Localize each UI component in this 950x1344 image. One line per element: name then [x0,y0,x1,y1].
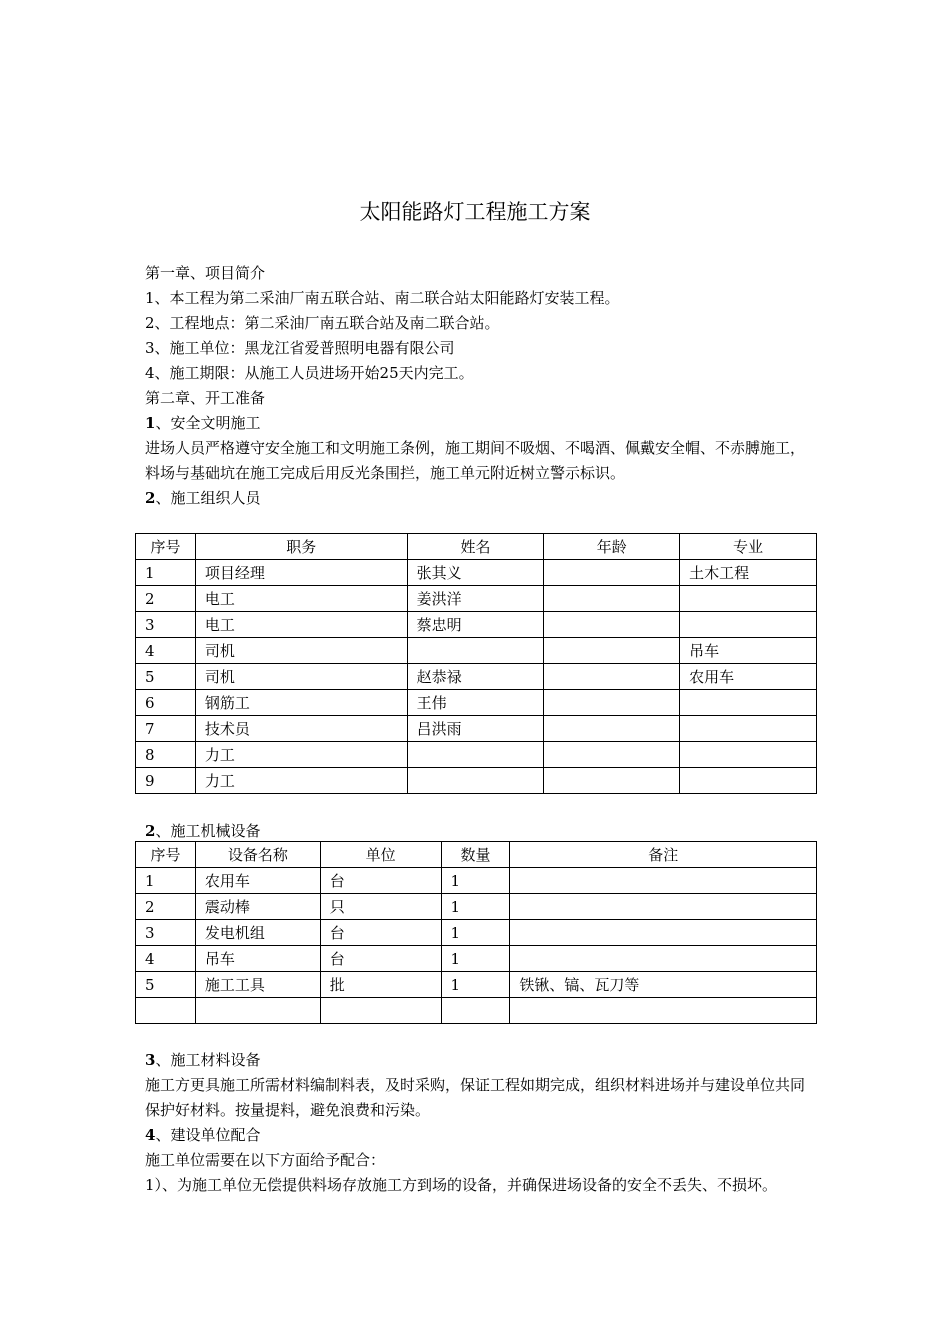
section-safety-text: 进场人员严格遵守安全施工和文明施工条例，施工期间不吸烟、不喝酒、佩戴安全帽、不赤膊施工，料场与基础坑在施工完成后用反光条围拦，施工单元附近树立警示标识。 [145,439,806,482]
table-cell: 1 [441,894,510,920]
table-row [136,716,817,742]
header-cell: 设备名称 [195,842,320,868]
table-row [136,920,817,946]
table-cell [680,690,817,716]
table-cell: 钢筋工 [195,690,407,716]
table-row [136,560,817,586]
table-row [136,586,817,612]
table-cell: 蔡忠明 [407,612,544,638]
table-row [136,768,817,794]
table-cell [407,742,544,768]
table-cell: 只 [320,894,441,920]
table-cell: 1 [441,920,510,946]
table-cell: 台 [320,946,441,972]
table-cell: 吊车 [680,638,817,664]
table-cell [510,998,817,1024]
table-cell [510,946,817,972]
section-title: 、安全文明施工 [155,414,261,432]
table-cell: 3 [136,920,196,946]
table-cell: 9 [136,768,196,794]
table-cell: 项目经理 [195,560,407,586]
table-row [136,638,817,664]
table-header-row [136,534,817,560]
equipment-table [135,841,817,1024]
header-cell: 姓名 [407,534,544,560]
table-row [136,612,817,638]
table-cell: 土木工程 [680,560,817,586]
chapter2-heading: 第二章、开工准备 [145,389,266,407]
table-cell [136,998,196,1024]
table-cell: 台 [320,868,441,894]
header-cell: 专业 [680,534,817,560]
table-cell: 震动棒 [195,894,320,920]
table-cell [510,920,817,946]
table-cell: 施工工具 [195,972,320,998]
table-cell: 吕洪雨 [407,716,544,742]
table-cell [544,612,680,638]
table-cell [544,768,680,794]
section-materials-text: 施工方更具施工所需材料编制料表，及时采购，保证工程如期完成，组织材料进场并与建设单位共同保护好材料。按量提料，避免浪费和污染。 [145,1076,806,1119]
table-cell: 司机 [195,638,407,664]
table-cell: 批 [320,972,441,998]
table-row [136,972,817,998]
chapter1-item-1: 1、本工程为第二采油厂南五联合站、南二联合站太阳能路灯安装工程。 [145,289,620,307]
header-cell: 年龄 [544,534,680,560]
table-cell: 电工 [195,586,407,612]
table-row [136,690,817,716]
table-cell [407,638,544,664]
table-cell: 电工 [195,612,407,638]
table-cell [544,690,680,716]
table-row [136,894,817,920]
table-cell: 1 [441,946,510,972]
table-cell: 5 [136,972,196,998]
cooperation-item-1: 1）、为施工单位无偿提供料场存放施工方到场的设备，并确保进场设备的安全不丢失、不损坏。 [145,1176,778,1194]
table-cell: 6 [136,690,196,716]
table-cell [195,998,320,1024]
table-cell: 7 [136,716,196,742]
section-number: 1 [145,414,156,432]
table-cell [544,638,680,664]
table-cell [544,742,680,768]
section-title: 、施工材料设备 [155,1051,261,1069]
table-cell [544,664,680,690]
section-materials-heading [145,1049,260,1070]
chapter1-item-4: 4、施工期限：从施工人员进场开始25天内完工。 [145,364,474,382]
table-cell: 2 [136,586,196,612]
table-cell: 4 [136,638,196,664]
table-row [136,946,817,972]
table-cell: 1 [441,972,510,998]
table-cell [680,586,817,612]
table-cell: 8 [136,742,196,768]
table-cell: 技术员 [195,716,407,742]
table-cell [680,742,817,768]
table-cell: 台 [320,920,441,946]
section-number: 4 [145,1126,156,1144]
table-row [136,664,817,690]
table-cell: 1 [136,560,196,586]
section-number: 2 [145,822,156,840]
table-cell [680,768,817,794]
section-equipment-heading [145,820,260,841]
table-cell [441,998,510,1024]
table-cell: 力工 [195,742,407,768]
table-cell: 4 [136,946,196,972]
chapter1-item-3: 3、施工单位：黑龙江省爱普照明电器有限公司 [145,339,455,357]
staff-table [135,533,817,794]
document-title: 太阳能路灯工程施工方案 [359,200,591,224]
section-title: 、建设单位配合 [155,1126,261,1144]
section-staff-heading [145,487,260,508]
table-header-row [136,842,817,868]
table-cell: 3 [136,612,196,638]
table-cell: 力工 [195,768,407,794]
table-cell: 姜洪洋 [407,586,544,612]
section-safety-heading [145,412,260,433]
chapter1-heading: 第一章、项目简介 [145,264,266,282]
section-title: 、施工组织人员 [155,489,261,507]
table-cell: 司机 [195,664,407,690]
table-cell: 1 [441,868,510,894]
table-cell [510,894,817,920]
table-cell [544,586,680,612]
table-cell: 张其义 [407,560,544,586]
table-cell: 吊车 [195,946,320,972]
table-cell [680,612,817,638]
table-row [136,742,817,768]
table-cell [320,998,441,1024]
table-cell: 农用车 [680,664,817,690]
section-number: 3 [145,1051,156,1069]
chapter1-item-2: 2、工程地点：第二采油厂南五联合站及南二联合站。 [145,314,500,332]
section-cooperation-text: 施工单位需要在以下方面给予配合： [145,1151,386,1169]
table-cell: 1 [136,868,196,894]
section-title: 、施工机械设备 [155,822,261,840]
table-row [136,868,817,894]
table-cell [680,716,817,742]
section-cooperation-heading [145,1124,260,1145]
header-cell: 职务 [195,534,407,560]
header-cell: 序号 [136,534,196,560]
table-cell: 2 [136,894,196,920]
table-cell: 铁锹、镐、瓦刀等 [510,972,817,998]
header-cell: 备注 [510,842,817,868]
table-cell: 5 [136,664,196,690]
header-cell: 单位 [320,842,441,868]
table-row [136,998,817,1024]
table-cell: 农用车 [195,868,320,894]
table-cell [544,716,680,742]
header-cell: 数量 [441,842,510,868]
table-cell [407,768,544,794]
table-cell [510,868,817,894]
table-cell: 王伟 [407,690,544,716]
header-cell: 序号 [136,842,196,868]
section-number: 2 [145,489,156,507]
table-cell: 发电机组 [195,920,320,946]
table-cell [544,560,680,586]
table-cell: 赵恭禄 [407,664,544,690]
